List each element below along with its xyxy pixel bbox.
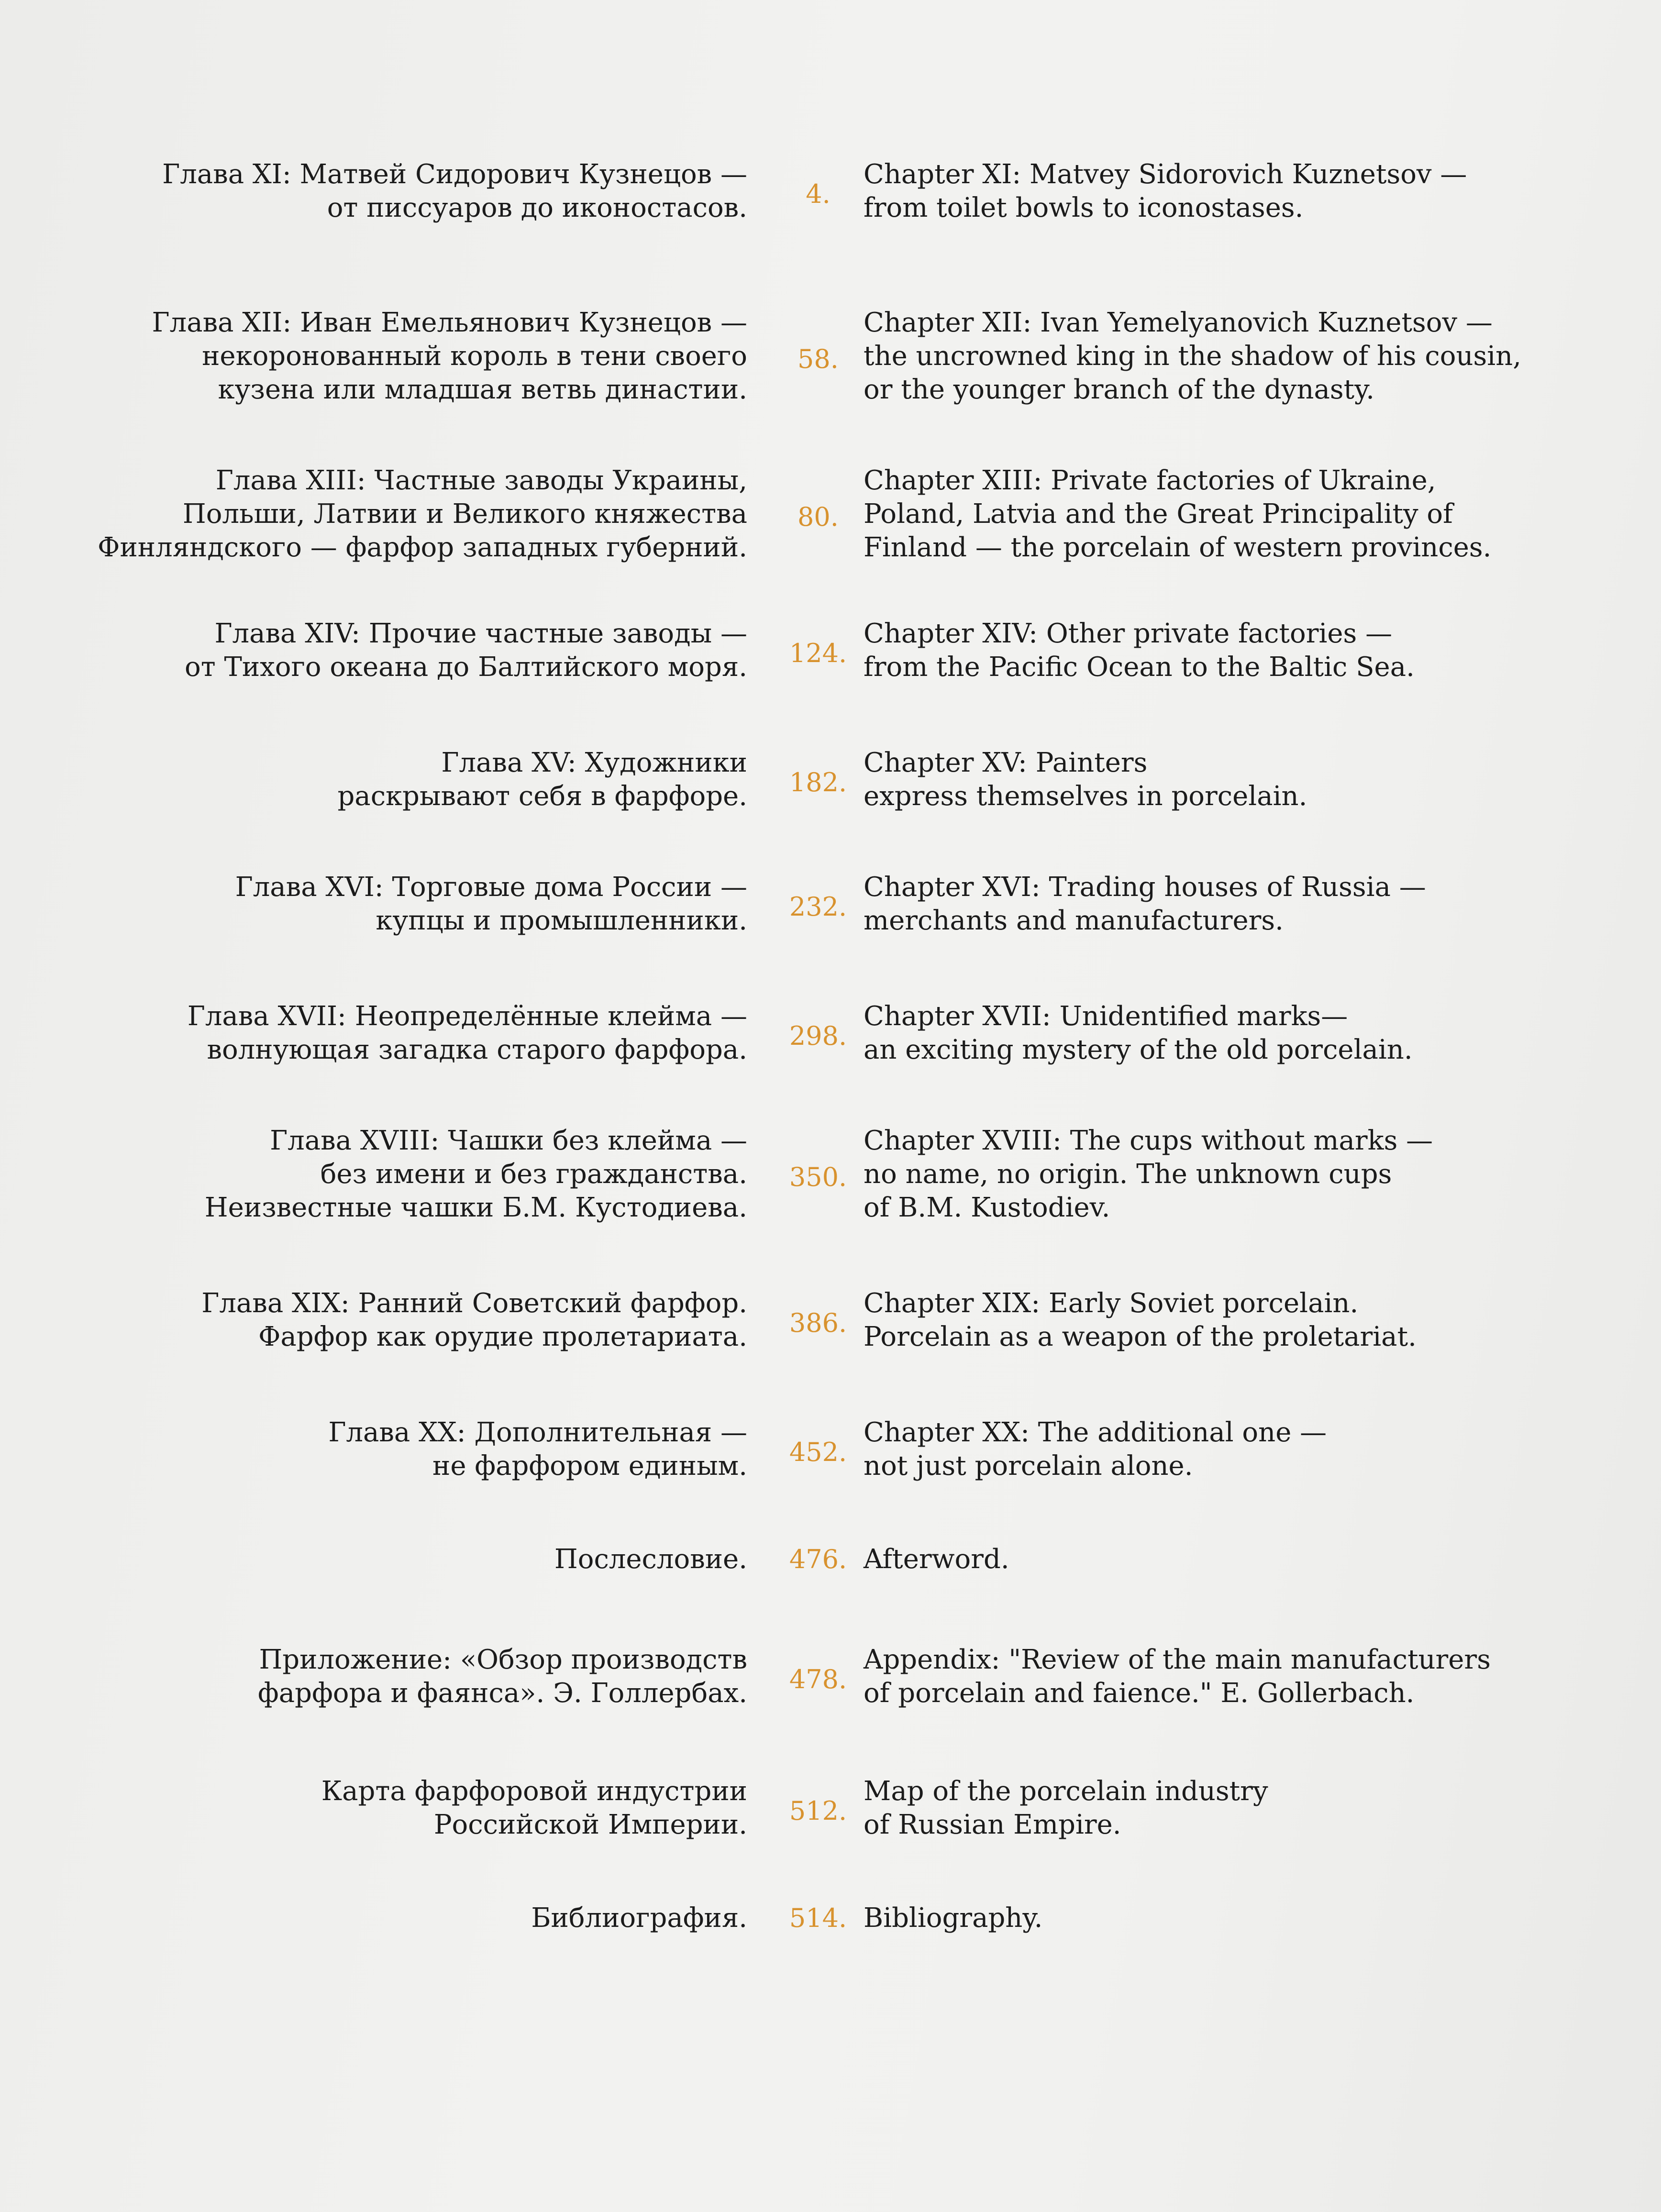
toc-entry-russian-line: Российской Империи. bbox=[433, 1809, 747, 1840]
toc-entry-english-line: from the Pacific Ocean to the Baltic Sea. bbox=[864, 652, 1415, 683]
toc-entry-english-title bbox=[864, 1416, 1610, 1483]
toc-entry-english-line: Chapter XVII: Unidentified marks— bbox=[864, 1001, 1348, 1032]
toc-entry-russian-line: от Тихого океана до Балтийского моря. bbox=[185, 652, 747, 683]
toc-entry-english-line: Porcelain as a weapon of the proletariat. bbox=[864, 1321, 1417, 1352]
toc-entry-russian-line: волнующая загадка старого фарфора. bbox=[207, 1034, 747, 1065]
toc-entry-russian-line: кузена или младшая ветвь династии. bbox=[218, 374, 747, 405]
toc-entry-russian-title bbox=[30, 1287, 747, 1354]
toc-entry-russian-line: Глава XI: Матвей Сидорович Кузнецов — bbox=[162, 159, 747, 190]
toc-entry-russian-title bbox=[30, 746, 747, 813]
toc-entry-english-title bbox=[864, 1643, 1610, 1710]
toc-entry-english-line: not just porcelain alone. bbox=[864, 1450, 1193, 1482]
toc-entry-russian-line: Послесловие. bbox=[554, 1544, 747, 1575]
toc-entry-russian-line: Карта фарфоровой индустрии bbox=[321, 1776, 747, 1807]
toc-entry-english-line: Chapter XI: Matvey Sidorovich Kuznetsov — bbox=[864, 159, 1467, 190]
toc-entry-english-line: Chapter XII: Ivan Yemelyanovich Kuznetsov — bbox=[864, 307, 1493, 338]
toc-entry-russian-line: Приложение: «Обзор производств bbox=[259, 1644, 747, 1675]
toc-entry-russian-line: некоронованный король в тени своего bbox=[202, 341, 747, 372]
toc-entry-page-number: 478. bbox=[789, 1664, 847, 1694]
toc-entry-english-title bbox=[864, 746, 1610, 813]
toc-entry-russian-line: Неизвестные чашки Б.М. Кустодиева. bbox=[204, 1192, 747, 1223]
toc-entry-russian-line: Глава XX: Дополнительная — bbox=[328, 1417, 747, 1448]
toc-entry-page-number: 514. bbox=[789, 1903, 847, 1933]
toc-entry-page-number: 58. bbox=[797, 344, 839, 374]
toc-entry-english-line: Chapter XVIII: The cups without marks — bbox=[864, 1125, 1433, 1156]
toc-entry-page-number: 512. bbox=[789, 1796, 847, 1826]
toc-entry-english-line: Appendix: "Review of the main manufacturers bbox=[864, 1644, 1491, 1675]
toc-entry-english-line: Chapter XIII: Private factories of Ukraine, bbox=[864, 465, 1436, 496]
toc-entry-page-number: 298. bbox=[789, 1021, 847, 1051]
toc-entry-russian-title bbox=[30, 464, 747, 564]
toc-entry-page-number: 80. bbox=[797, 502, 839, 532]
toc-entry-russian-line: Глава XVI: Торговые дома России — bbox=[235, 872, 747, 903]
toc-entry-english-line: Bibliography. bbox=[864, 1902, 1043, 1934]
toc-entry-russian-title bbox=[30, 1775, 747, 1842]
toc-entry-russian-line: без имени и без гражданства. bbox=[320, 1159, 747, 1190]
toc-entry-russian-line: Глава XIV: Прочие частные заводы — bbox=[214, 618, 747, 649]
toc-entry-english-title bbox=[864, 1543, 1610, 1576]
toc-entry-russian-line: Глава XVII: Неопределённые клейма — bbox=[187, 1001, 747, 1032]
toc-entry-russian-title bbox=[30, 1000, 747, 1067]
toc-entry-english-line: Chapter XV: Painters bbox=[864, 747, 1148, 778]
toc-entry-russian-line: Библиография. bbox=[531, 1902, 747, 1934]
toc-entry-russian-title bbox=[30, 1543, 747, 1576]
toc-entry-page-number: 476. bbox=[789, 1544, 847, 1574]
toc-entry-english-title bbox=[864, 871, 1610, 938]
toc-entry-english-title bbox=[864, 158, 1610, 225]
toc-entry-english-line: Poland, Latvia and the Great Principality of bbox=[864, 498, 1453, 530]
toc-entry-english-title bbox=[864, 617, 1610, 684]
toc-entry-english-title bbox=[864, 306, 1610, 407]
toc-entry-russian-line: Глава XV: Художники bbox=[441, 747, 747, 778]
toc-entry-english-line: or the younger branch of the dynasty. bbox=[864, 374, 1375, 405]
toc-entry-english-line: Finland — the porcelain of western provinces. bbox=[864, 532, 1492, 563]
toc-entry-page-number: 386. bbox=[789, 1308, 847, 1338]
toc-entry-russian-title bbox=[30, 1902, 747, 1935]
toc-entry-english-title bbox=[864, 464, 1610, 564]
toc-entry-english-line: Chapter XIX: Early Soviet porcelain. bbox=[864, 1288, 1359, 1319]
toc-entry-english-line: of B.M. Kustodiev. bbox=[864, 1192, 1110, 1223]
toc-entry-english-line: Afterword. bbox=[864, 1544, 1009, 1575]
toc-entry-russian-line: Глава XVIII: Чашки без клейма — bbox=[270, 1125, 747, 1156]
toc-entry-english-line: no name, no origin. The unknown cups bbox=[864, 1159, 1392, 1190]
toc-entry-russian-line: купцы и промышленники. bbox=[376, 905, 747, 936]
toc-entry-russian-line: не фарфором единым. bbox=[432, 1450, 747, 1482]
toc-entry-english-line: merchants and manufacturers. bbox=[864, 905, 1284, 936]
toc-entry-russian-title bbox=[30, 1124, 747, 1225]
toc-entry-english-title bbox=[864, 1124, 1610, 1225]
toc-entry-english-title bbox=[864, 1000, 1610, 1067]
toc-entry-english-line: express themselves in porcelain. bbox=[864, 781, 1307, 812]
toc-entry-page-number: 232. bbox=[789, 892, 847, 922]
toc-entry-page-number: 4. bbox=[806, 179, 830, 209]
toc-entry-russian-line: Фарфор как орудие пролетариата. bbox=[258, 1321, 747, 1352]
toc-entry-russian-title bbox=[30, 1416, 747, 1483]
toc-entry-page-number: 182. bbox=[789, 767, 847, 797]
toc-entry-english-line: from toilet bowls to iconostases. bbox=[864, 192, 1304, 223]
toc-entry-page-number: 124. bbox=[789, 638, 847, 668]
toc-entry-english-line: of porcelain and faience." E. Gollerbach. bbox=[864, 1678, 1415, 1709]
toc-entry-page-number: 350. bbox=[789, 1162, 847, 1192]
toc-entry-page-number: 452. bbox=[789, 1437, 847, 1467]
toc-entry-russian-title bbox=[30, 1643, 747, 1710]
toc-entry-english-line: Chapter XVI: Trading houses of Russia — bbox=[864, 872, 1426, 903]
toc-entry-russian-line: Финляндского — фарфор западных губерний. bbox=[98, 532, 747, 563]
toc-entry-russian-title bbox=[30, 617, 747, 684]
toc-entry-russian-title bbox=[30, 306, 747, 407]
toc-entry-english-line: Map of the porcelain industry bbox=[864, 1776, 1268, 1807]
toc-entry-english-line: Chapter XX: The additional one — bbox=[864, 1417, 1327, 1448]
toc-entry-russian-title bbox=[30, 871, 747, 938]
toc-entry-russian-line: Польши, Латвии и Великого княжества bbox=[182, 498, 747, 530]
toc-entry-english-title bbox=[864, 1775, 1610, 1842]
toc-entry-english-line: an exciting mystery of the old porcelain. bbox=[864, 1034, 1413, 1065]
toc-entry-english-title bbox=[864, 1287, 1610, 1354]
toc-entry-russian-title bbox=[30, 158, 747, 225]
toc-entry-russian-line: от писсуаров до иконостасов. bbox=[327, 192, 747, 223]
toc-entry-russian-line: раскрывают себя в фарфоре. bbox=[337, 781, 747, 812]
toc-entry-english-line: Chapter XIV: Other private factories — bbox=[864, 618, 1393, 649]
toc-entry-russian-line: Глава XIX: Ранний Советский фарфор. bbox=[201, 1288, 747, 1319]
toc-entry-english-title bbox=[864, 1902, 1610, 1935]
toc-entry-russian-line: Глава XIII: Частные заводы Украины, bbox=[215, 465, 747, 496]
toc-entry-russian-line: Глава XII: Иван Емельянович Кузнецов — bbox=[152, 307, 747, 338]
toc-entry-english-line: the uncrowned king in the shadow of his cousin, bbox=[864, 341, 1522, 372]
toc-entry-russian-line: фарфора и фаянса». Э. Голлербах. bbox=[257, 1678, 747, 1709]
toc-entry-english-line: of Russian Empire. bbox=[864, 1809, 1121, 1840]
